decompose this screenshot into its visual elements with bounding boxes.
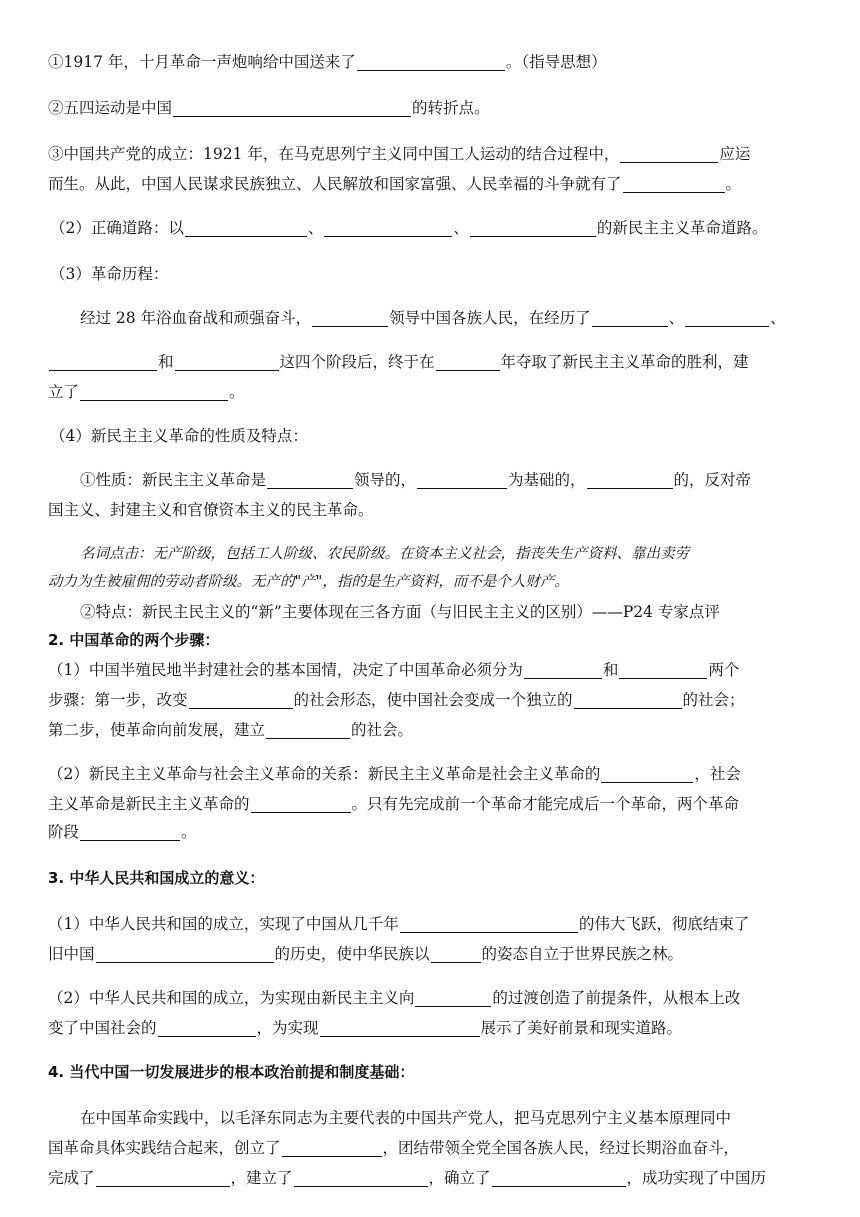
answer-blank[interactable] bbox=[267, 470, 353, 489]
answer-blank[interactable] bbox=[96, 944, 274, 963]
text: 国主义、封建主义和官僚资本主义的民主革命。 bbox=[48, 501, 374, 519]
text: 展示了美好前景和现实道路。 bbox=[480, 1019, 683, 1037]
line-history-1 bbox=[80, 300, 850, 336]
text: ①性质：新民主主义革命是 bbox=[80, 471, 267, 489]
text: 步骤：第一步，改变 bbox=[48, 691, 188, 709]
text: 的转折点。 bbox=[412, 99, 490, 117]
answer-blank[interactable] bbox=[431, 944, 481, 963]
answer-blank[interactable] bbox=[400, 914, 578, 933]
answer-blank[interactable] bbox=[357, 52, 505, 71]
text: （2）中华人民共和国的成立，为实现由新民主主义向 bbox=[48, 989, 415, 1007]
text: 旧中国 bbox=[48, 945, 95, 963]
text: 变了中国社会的 bbox=[48, 1019, 157, 1037]
answer-blank[interactable] bbox=[96, 1168, 230, 1187]
text: 经过 28 年浴血奋战和顽强奋斗， bbox=[80, 309, 312, 327]
text: （2）新民主主义革命与社会主义革命的关系：新民主主义革命是社会主义革命的 bbox=[48, 765, 601, 783]
answer-blank[interactable] bbox=[49, 352, 157, 371]
answer-blank[interactable] bbox=[685, 308, 769, 327]
text: 的历史，使中华民族以 bbox=[274, 945, 430, 963]
text: 。（指导思想） bbox=[505, 53, 607, 71]
answer-blank[interactable] bbox=[175, 352, 279, 371]
text: ，为实现 bbox=[256, 1019, 319, 1037]
text: 的，反对帝 bbox=[673, 471, 752, 489]
text: 立了 bbox=[48, 383, 80, 401]
text: 第二步，使革命向前发展，建立 bbox=[48, 721, 266, 739]
answer-blank[interactable] bbox=[623, 174, 725, 193]
text: 而生。从此，中国人民谋求民族独立、人民解放和国家富强、人民幸福的斗争就有了 bbox=[48, 175, 622, 193]
answer-blank[interactable] bbox=[80, 382, 228, 401]
text: （1）中华人民共和国的成立，实现了中国从几千年 bbox=[48, 915, 399, 933]
answer-blank[interactable] bbox=[492, 1168, 626, 1187]
line-prc-2 bbox=[48, 936, 818, 972]
text: 、 bbox=[453, 219, 469, 237]
line-revolution-history-heading bbox=[50, 256, 820, 292]
answer-blank[interactable] bbox=[587, 470, 673, 489]
text: 、 bbox=[307, 219, 324, 237]
section-heading-4 bbox=[48, 1054, 818, 1090]
text: 领导的， bbox=[354, 471, 417, 489]
answer-blank[interactable] bbox=[185, 218, 307, 237]
text: 的社会。 bbox=[351, 721, 414, 739]
text: 3. 中华人民共和国成立的意义： bbox=[48, 869, 265, 887]
answer-blank[interactable] bbox=[158, 1018, 256, 1037]
line-october-revolution bbox=[48, 44, 818, 80]
answer-blank[interactable] bbox=[592, 308, 668, 327]
line-foundation-3 bbox=[48, 1160, 818, 1196]
answer-blank[interactable] bbox=[312, 308, 388, 327]
text: ，社会 bbox=[694, 765, 741, 783]
answer-blank[interactable] bbox=[251, 794, 351, 813]
answer-blank[interactable] bbox=[282, 1138, 382, 1157]
text: 动力为生被雇佣的劳动者阶级。无产的"产"，指的是生产资料，而不是个人财产。 bbox=[48, 574, 569, 590]
answer-blank[interactable] bbox=[320, 1018, 480, 1037]
text: 和 bbox=[158, 353, 174, 371]
answer-blank[interactable] bbox=[324, 218, 452, 237]
answer-blank[interactable] bbox=[417, 470, 507, 489]
text: 这四个阶段后，终于在 bbox=[279, 353, 435, 371]
text: ②五四运动是中国 bbox=[48, 99, 173, 117]
text: 的社会； bbox=[682, 691, 745, 709]
text: ②特点：新民主民主义的“新”主要体现在三各方面（与旧民主主义的区别）——P24 专家点评 bbox=[80, 603, 720, 621]
answer-blank[interactable] bbox=[266, 720, 350, 739]
text: 领导中国各族人民，在经历了 bbox=[389, 309, 591, 327]
line-two-steps-3 bbox=[48, 712, 818, 748]
answer-blank[interactable] bbox=[470, 218, 596, 237]
text: 的伟大飞跃，彻底结束了 bbox=[578, 915, 750, 933]
text: 。 bbox=[229, 383, 245, 401]
text: 和 bbox=[602, 661, 619, 679]
line-relation-3 bbox=[48, 814, 818, 850]
line-nature-heading bbox=[50, 418, 820, 454]
text: 。 bbox=[181, 823, 197, 841]
text: 阶段 bbox=[48, 823, 80, 841]
section-heading-3 bbox=[48, 860, 818, 896]
text: 国革命具体实践结合起来，创立了 bbox=[48, 1139, 281, 1157]
answer-blank[interactable] bbox=[189, 690, 293, 709]
text: 、 bbox=[770, 309, 786, 327]
line-may-fourth bbox=[48, 90, 818, 126]
line-correct-road bbox=[50, 210, 820, 246]
text: （4）新民主主义革命的性质及特点： bbox=[50, 427, 308, 445]
text: ，确立了 bbox=[428, 1169, 491, 1187]
line-nature-2 bbox=[48, 492, 818, 528]
text: ，团结带领全党全国各族人民，经过长期浴血奋斗， bbox=[382, 1139, 740, 1157]
text: 完成了 bbox=[48, 1169, 95, 1187]
text: 2. 中国革命的两个步骤： bbox=[48, 631, 220, 649]
text: 两个 bbox=[708, 661, 740, 679]
answer-blank[interactable] bbox=[619, 660, 707, 679]
text: 主义革命是新民主主义革命的 bbox=[48, 795, 250, 813]
text: 、 bbox=[668, 309, 685, 327]
answer-blank[interactable] bbox=[601, 764, 693, 783]
text: 。只有先完成前一个革命才能完成后一个革命，两个革命 bbox=[351, 795, 740, 813]
answer-blank[interactable] bbox=[415, 988, 491, 1007]
answer-blank[interactable] bbox=[173, 98, 411, 117]
text: 。 bbox=[725, 175, 742, 193]
text: （3）革命历程： bbox=[50, 265, 169, 283]
text: 年夺取了新民主主义革命的胜利，建 bbox=[500, 353, 749, 371]
answer-blank[interactable] bbox=[80, 822, 180, 841]
text: 的新民主主义革命道路。 bbox=[596, 219, 768, 237]
text: 的过渡创造了前提条件，从根本上改 bbox=[492, 989, 741, 1007]
text: ，建立了 bbox=[230, 1169, 293, 1187]
text: （1）中国半殖民地半封建社会的基本国情，决定了中国革命必须分为 bbox=[48, 661, 523, 679]
text: 的社会形态，使中国社会变成一个独立的 bbox=[293, 691, 573, 709]
answer-blank[interactable] bbox=[524, 660, 602, 679]
text: 为基础的， bbox=[508, 471, 586, 489]
line-prc-4 bbox=[48, 1010, 818, 1046]
text: 4. 当代中国一切发展进步的根本政治前提和制度基础： bbox=[48, 1063, 415, 1081]
text: ①1917 年，十月革命一声炮响给中国送来了 bbox=[48, 53, 356, 71]
answer-blank[interactable] bbox=[294, 1168, 428, 1187]
text: ，成功实现了中国历 bbox=[626, 1169, 767, 1187]
text: ③中国共产党的成立：1921 年，在马克思列宁主义同中国工人运动的结合过程中， bbox=[48, 145, 620, 163]
answer-blank[interactable] bbox=[436, 352, 500, 371]
text: 应运 bbox=[719, 145, 751, 163]
answer-blank[interactable] bbox=[574, 690, 682, 709]
text: 名词点击：无产阶级，包括工人阶级、农民阶级。在资本主义社会，指丧失生产资料、靠出卖劳 bbox=[80, 546, 689, 562]
text: 在中国革命实践中，以毛泽东同志为主要代表的中国共产党人，把马克思列宁主义基本原理同中 bbox=[80, 1109, 732, 1127]
text: （2）正确道路：以 bbox=[50, 219, 184, 237]
line-history-3 bbox=[48, 374, 818, 410]
line-party-founding-cont bbox=[48, 166, 818, 202]
answer-blank[interactable] bbox=[620, 144, 718, 163]
text: 的姿态自立于世界民族之林。 bbox=[481, 945, 684, 963]
